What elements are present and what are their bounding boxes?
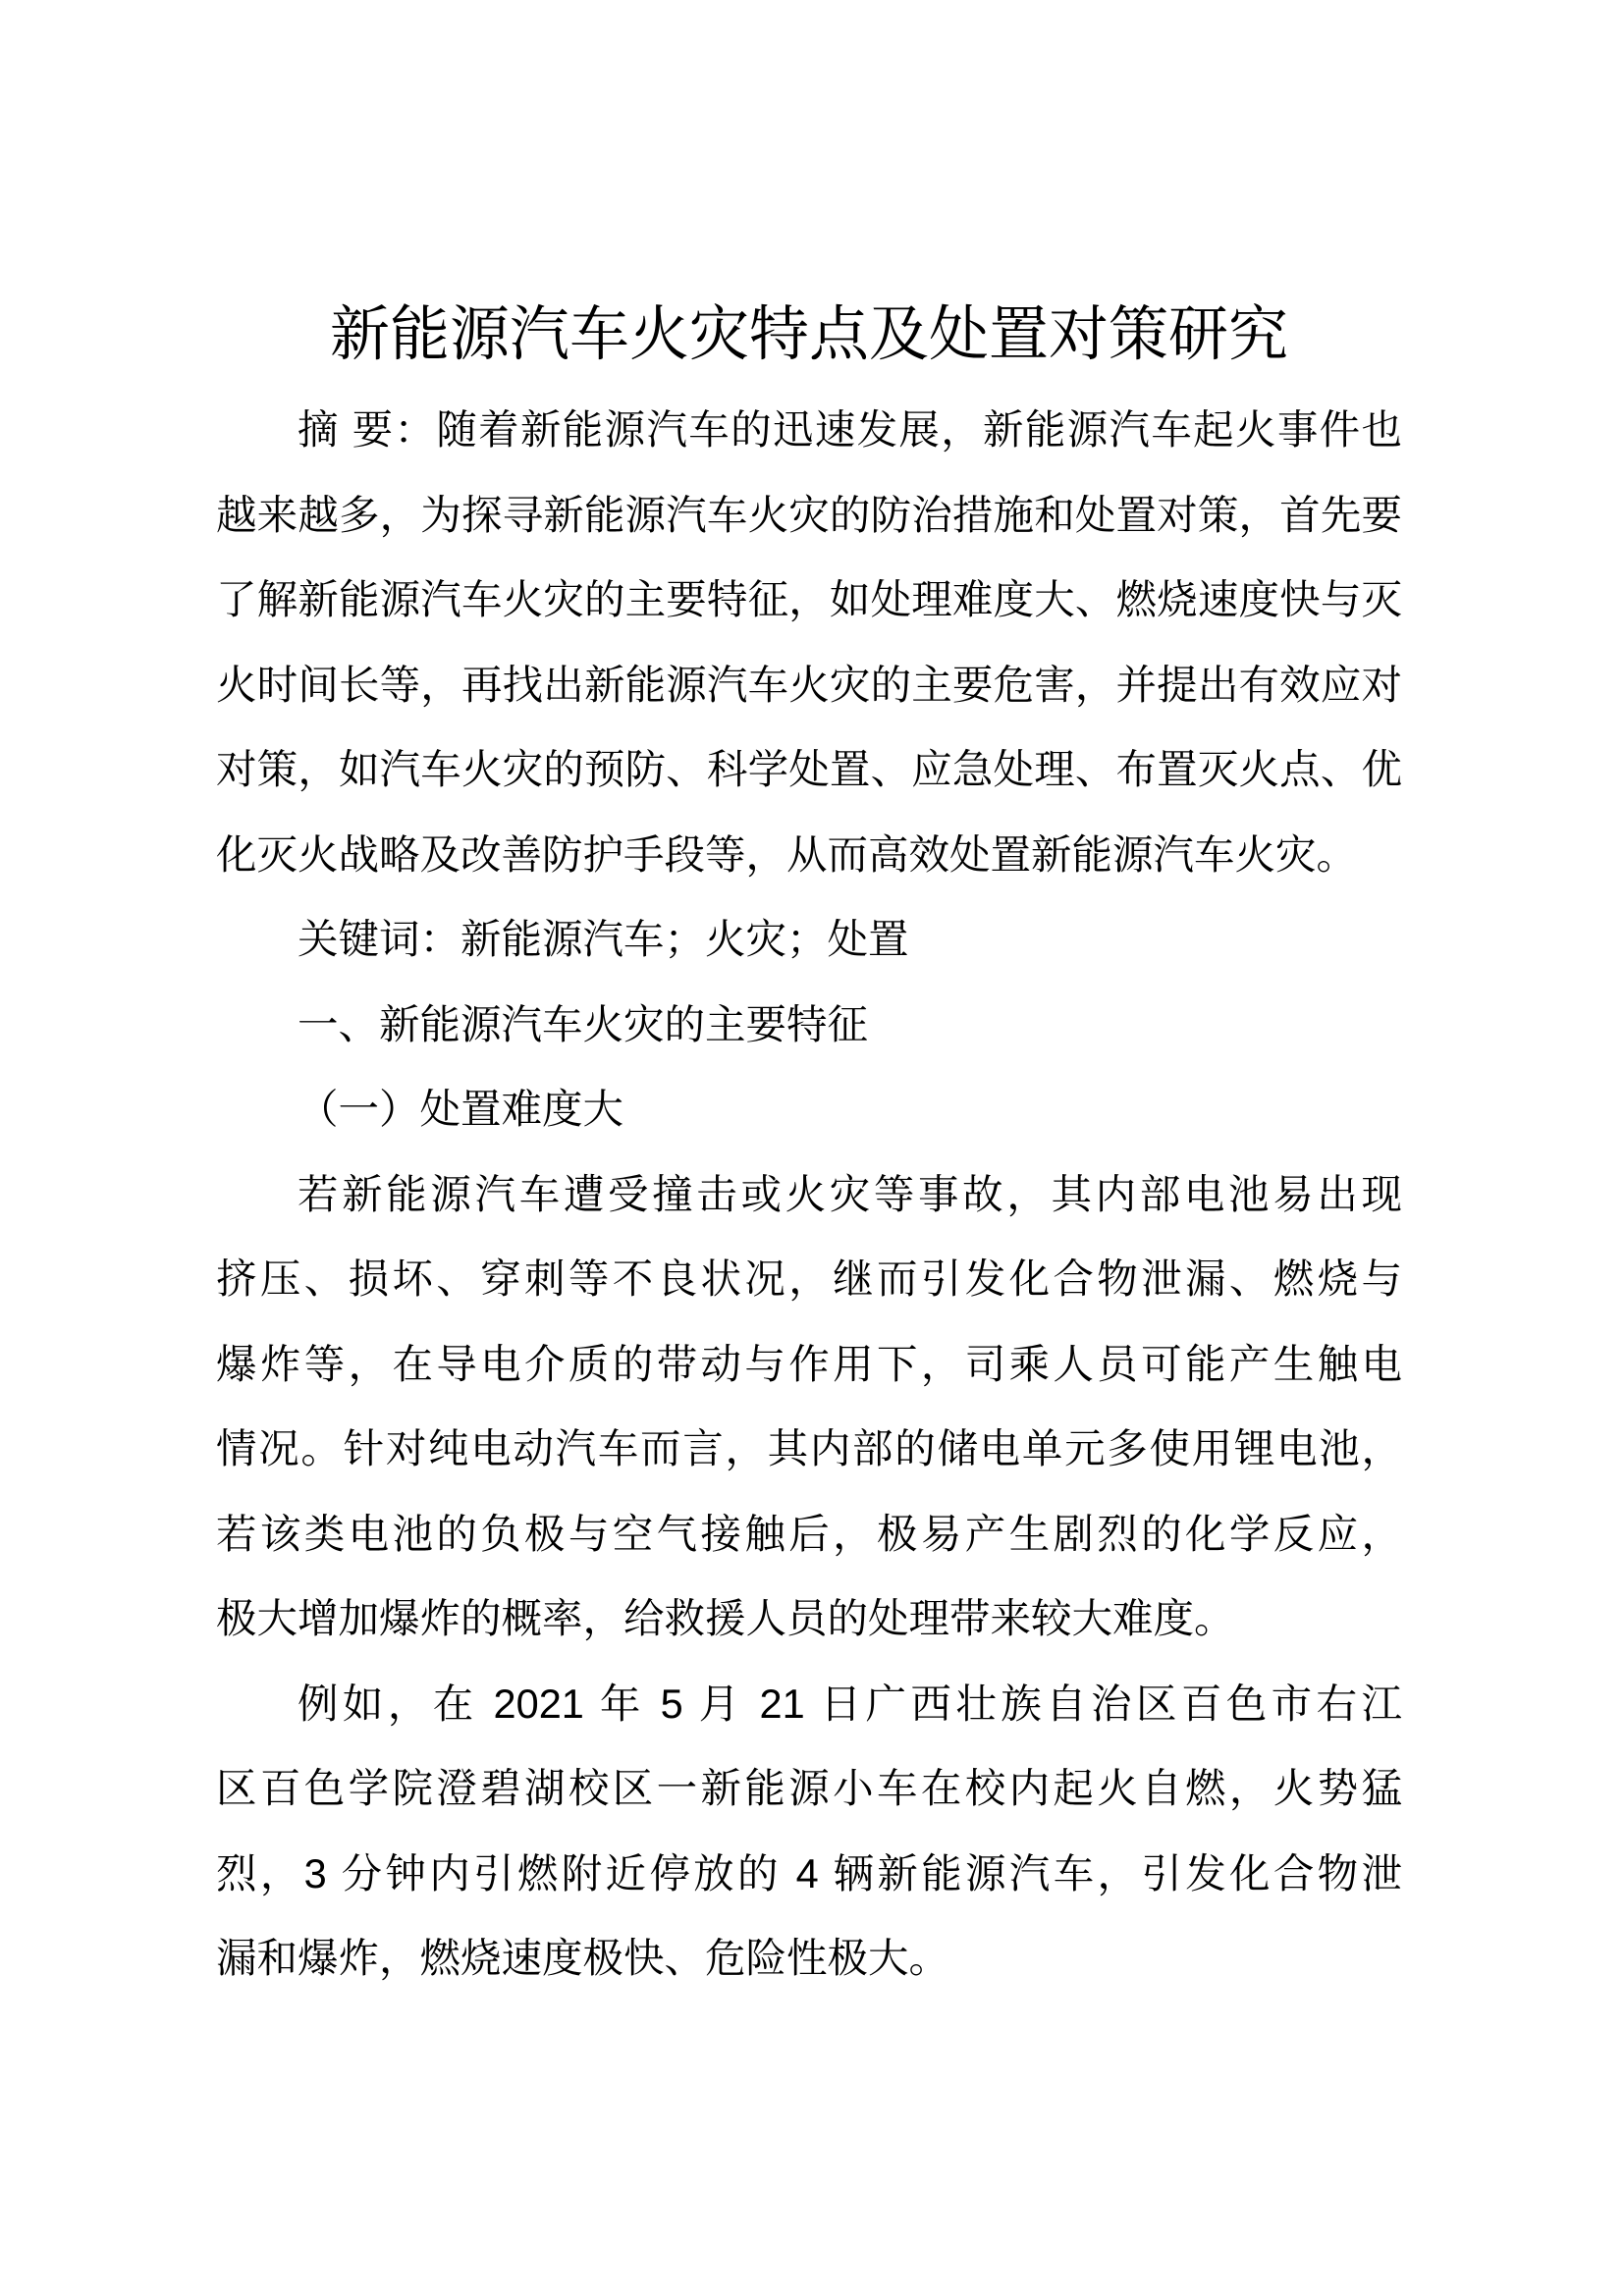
text-line: 烈，3 分钟内引燃附近停放的 4 辆新能源汽车，引发化合物泄 xyxy=(216,1849,1402,1896)
text-line: 火时间长等，再找出新能源汽车火灾的主要危害，并提出有效应对 xyxy=(216,661,1402,708)
text-line: 越来越多，为探寻新能源汽车火灾的防治措施和处置对策，首先要 xyxy=(216,491,1402,538)
text-line: （一）处置难度大 xyxy=(298,1086,624,1132)
abstract-paragraph xyxy=(216,388,1402,897)
text-line: 例如，在 2021 年 5 月 21 日广西壮族自治区百色市右江 xyxy=(298,1680,1402,1727)
text-line: 情况。针对纯电动汽车而言，其内部的储电单元多使用锂电池， xyxy=(216,1425,1402,1471)
text-line: 若新能源汽车遭受撞击或火灾等事故，其内部电池易出现 xyxy=(298,1170,1402,1217)
document-body xyxy=(216,388,1402,2002)
subsection-heading xyxy=(216,1067,1402,1152)
text-line: 对策，如汽车火灾的预防、科学处置、应急处理、布置灭火点、优 xyxy=(216,746,1402,792)
document-title: 新能源汽车火灾特点及处置对策研究 xyxy=(329,300,1288,367)
text-line: 化灭火战略及改善防护手段等，从而高效处置新能源汽车火灾。 xyxy=(216,830,1358,878)
text-line: 极大增加爆炸的概率，给救援人员的处理带来较大难度。 xyxy=(216,1595,1235,1641)
text-line: 了解新能源汽车火灾的主要特征，如处理难度大、燃烧速度快与灭 xyxy=(216,576,1402,622)
text-line: 若该类电池的负极与空气接触后，极易产生剧烈的化学反应， xyxy=(216,1510,1402,1557)
text-line: 一、新能源汽车火灾的主要特征 xyxy=(298,1000,869,1047)
keywords-line xyxy=(216,897,1402,983)
body-paragraph-1 xyxy=(216,1152,1402,1662)
section-heading xyxy=(216,983,1402,1068)
text-line: 挤压、损坏、穿刺等不良状况，继而引发化合物泄漏、燃烧与 xyxy=(216,1255,1402,1302)
text-line: 爆炸等，在导电介质的带动与作用下，司乘人员可能产生触电 xyxy=(216,1340,1402,1387)
body-paragraph-2 xyxy=(216,1662,1402,2002)
text-line: 摘 要：随着新能源汽车的迅速发展，新能源汽车起火事件也 xyxy=(298,406,1402,453)
text-line: 关键词：新能源汽车；火灾；处置 xyxy=(298,916,909,962)
document-content xyxy=(216,0,1402,2002)
text-line: 漏和爆炸，燃烧速度极快、危险性极大。 xyxy=(216,1935,950,1981)
text-line: 区百色学院澄碧湖校区一新能源小车在校内起火自燃，火势猛 xyxy=(216,1765,1402,1811)
